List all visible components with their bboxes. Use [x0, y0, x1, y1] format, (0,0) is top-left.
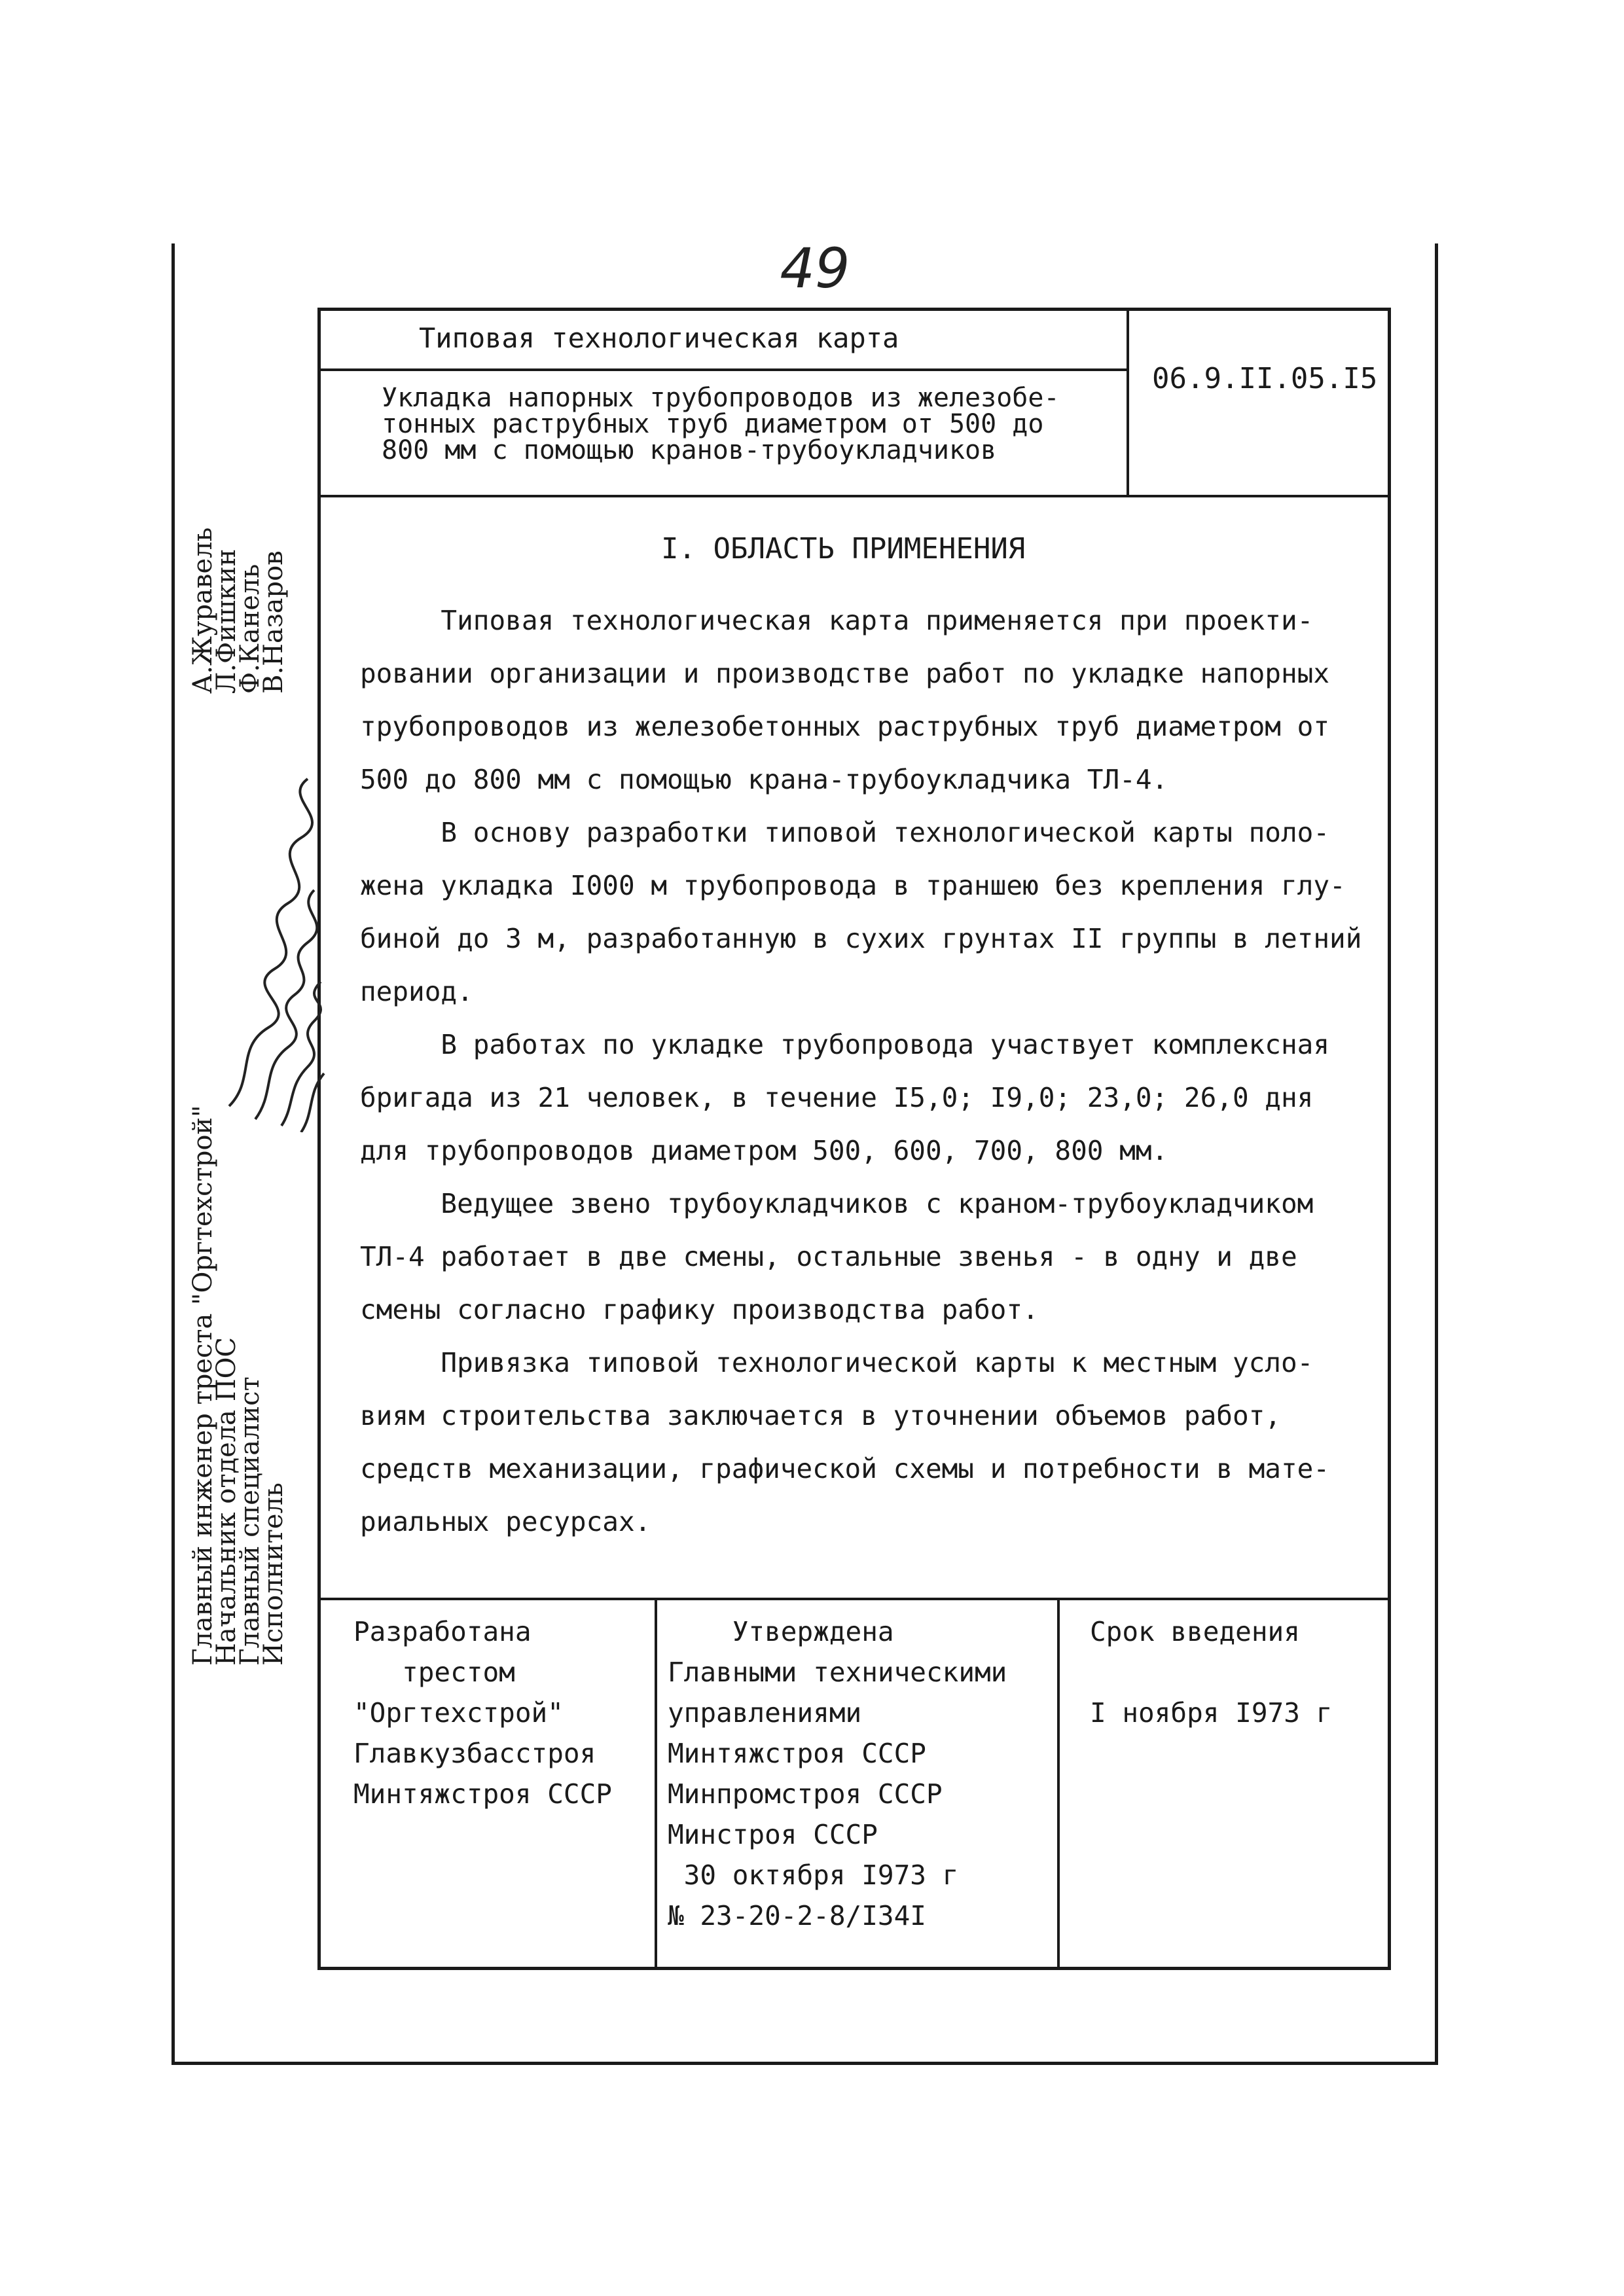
- document-code: 06.9.II.05.I5: [1152, 362, 1378, 395]
- page-number: 49: [780, 236, 850, 300]
- divider: [317, 495, 1391, 497]
- document-title: Типовая технологическая карта: [419, 322, 899, 354]
- handwritten-signatures: [216, 740, 327, 1132]
- divider: [317, 1598, 1391, 1600]
- divider: [317, 368, 1129, 371]
- divider: [1127, 308, 1129, 497]
- section-body: Типовая технологическая карта применяется при проекти- ровании организации и производстве работ по укладке напорных трубопроводов из железобетонных раструбных труб диаметром от 500 до 800 мм с помощью крана-трубоукладчика ТЛ-4. В основу разработки типовой технологической карты поло- жена укладка I000 м трубопровода в траншею без крепления глу- биной до 3 м, разработанную в сухих грунтах II группы в летний период. В работах по укладке трубопровода участвует комплексная бригада из 21 человек, в течение I5,0; I9,0; 23,0; 26,0 дня для трубопроводов диаметром 500, 600, 700, 800 мм. Ведущее звено трубоукладчиков с краном-трубоукладчиком ТЛ-4 работает в две смены, остальные звенья - в одну и две смены согласно графику производства работ. Привязка типовой технологической карты к местным усло- виям строительства заключается в уточнении объемов работ, средств механизации, графической схемы и потребности в мате- риальных ресурсах.: [360, 605, 1362, 1537]
- signatory-roles: Главный инженер треста "Оргтехстрой" Начальник отдела ПОС Главный специалист Исполнитель: [188, 1105, 289, 1666]
- introduction-date: Срок введения I ноября I973 г: [1090, 1616, 1333, 1729]
- divider: [1057, 1598, 1060, 1970]
- section-title: I. ОБЛАСТЬ ПРИМЕНЕНИЯ: [661, 532, 1026, 565]
- divider: [655, 1598, 657, 1970]
- approved-by: Утверждена Главными техническими управлениями Минтяжстроя СССР Минпромстроя СССР Минстроя СССР 30 октября I973 г № 23-20-2-8/I34I: [668, 1616, 1007, 1931]
- document-subtitle: Укладка напорных трубопроводов из железобе- тонных раструбных труб диаметром от 500 до 800 мм с помощью кранов-трубоукладчиков: [382, 383, 1060, 465]
- signatory-names: А.Журавель Л.Фишкин Ф.Канель В.Назаров: [188, 527, 289, 694]
- developed-by: Разработана трестом "Оргтехстрой" Главкузбасстроя Минтяжстроя СССР: [353, 1616, 612, 1810]
